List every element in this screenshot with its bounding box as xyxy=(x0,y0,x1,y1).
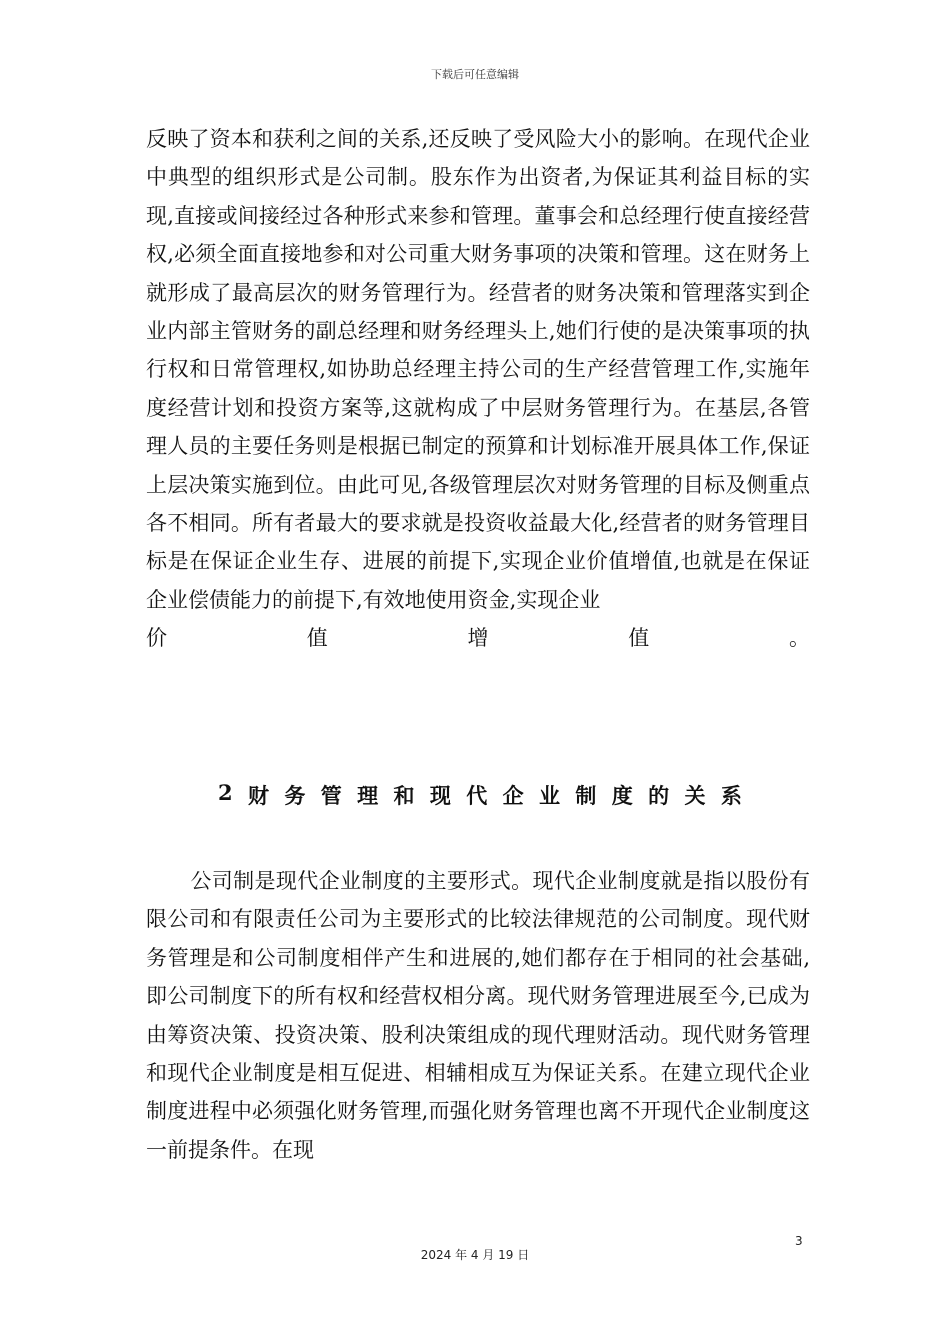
page-number: 3 xyxy=(795,1234,803,1248)
last-line-char: 值 xyxy=(306,626,328,651)
heading-char: 代 xyxy=(466,783,488,808)
section-heading xyxy=(146,780,810,810)
heading-char: 理 xyxy=(357,783,379,808)
heading-char: 业 xyxy=(539,783,560,808)
heading-char: 制 xyxy=(575,783,597,808)
body-paragraph-2 xyxy=(146,862,810,1169)
heading-char: 系 xyxy=(720,783,742,808)
last-line-char: 增 xyxy=(467,626,489,651)
last-line-char: 。 xyxy=(789,626,810,651)
heading-char: 财 xyxy=(248,783,269,808)
last-line-char: 值 xyxy=(628,626,650,651)
paragraph-1-last-line xyxy=(146,619,810,657)
footer-date: 2024 年 4 月 19 日 xyxy=(420,1248,530,1262)
paragraph-1-text: 反映了资本和获利之间的关系,还反映了受风险大小的影响。在现代企业中典型的组织形式是公司制。股东作为出资者,为保证其利益目标的实现,直接或间接经过各种形式来参和管理。董事会和总经理行使直接经营权,必须全面直接地参和对公司重大财务事项的决策和管理。这在财务上就形成了最高层次的财务管理行为。经营者的财务决策和管理落实到企业内部主管财务的副总经理和财务经理头上,她们行使的是决策事项的执行权和日常管理权,如协助总经理主持公司的生产经营管理工作,实施年度经营计划和投资方案等,这就构成了中层财务管理行为。在基层,各管理人员的主要任务则是根据已制定的预算和计划标准开展具体工作,保证上层决策实施到位。由此可见,各级管理层次对财务管理的目标及侧重点各不相同。所有者最大的要求就是投资收益最大化,经营者的财务管理目标是在保证企业生存、进展的前提下,实现企业价值增值,也就是在保证企业偿债能力的前提下,有效地使用资金,实现企业 xyxy=(146,127,810,612)
paragraph-2-text: 公司制是现代企业制度的主要形式。现代企业制度就是指以股份有限公司和有限责任公司为主要形式的比较法律规范的公司制度。现代财务管理是和公司制度相伴产生和进展的,她们都存在于相同的社会基础,即公司制度下的所有权和经营权相分离。现代财务管理进展至今,已成为由筹资决策、投资决策、股利决策组成的现代理财活动。现代财务管理和现代企业制度是相互促进、相辅相成互为保证关系。在建立现代企业制度进程中必须强化财务管理,而强化财务管理也离不开现代企业制度这一前提条件。在现 xyxy=(146,869,810,1162)
page-header: 下载后可任意编辑 xyxy=(431,68,519,81)
heading-char: 和 xyxy=(393,783,415,808)
last-line-char: 价 xyxy=(146,626,167,651)
heading-char: 的 xyxy=(648,783,670,808)
heading-char: 管 xyxy=(320,783,342,808)
heading-char: 现 xyxy=(429,783,451,808)
body-paragraph-1 xyxy=(146,120,810,658)
heading-char: 2 xyxy=(218,780,233,805)
heading-char: 企 xyxy=(502,783,524,808)
heading-char: 务 xyxy=(284,783,306,808)
heading-char: 度 xyxy=(611,783,633,808)
heading-char: 关 xyxy=(684,783,706,808)
